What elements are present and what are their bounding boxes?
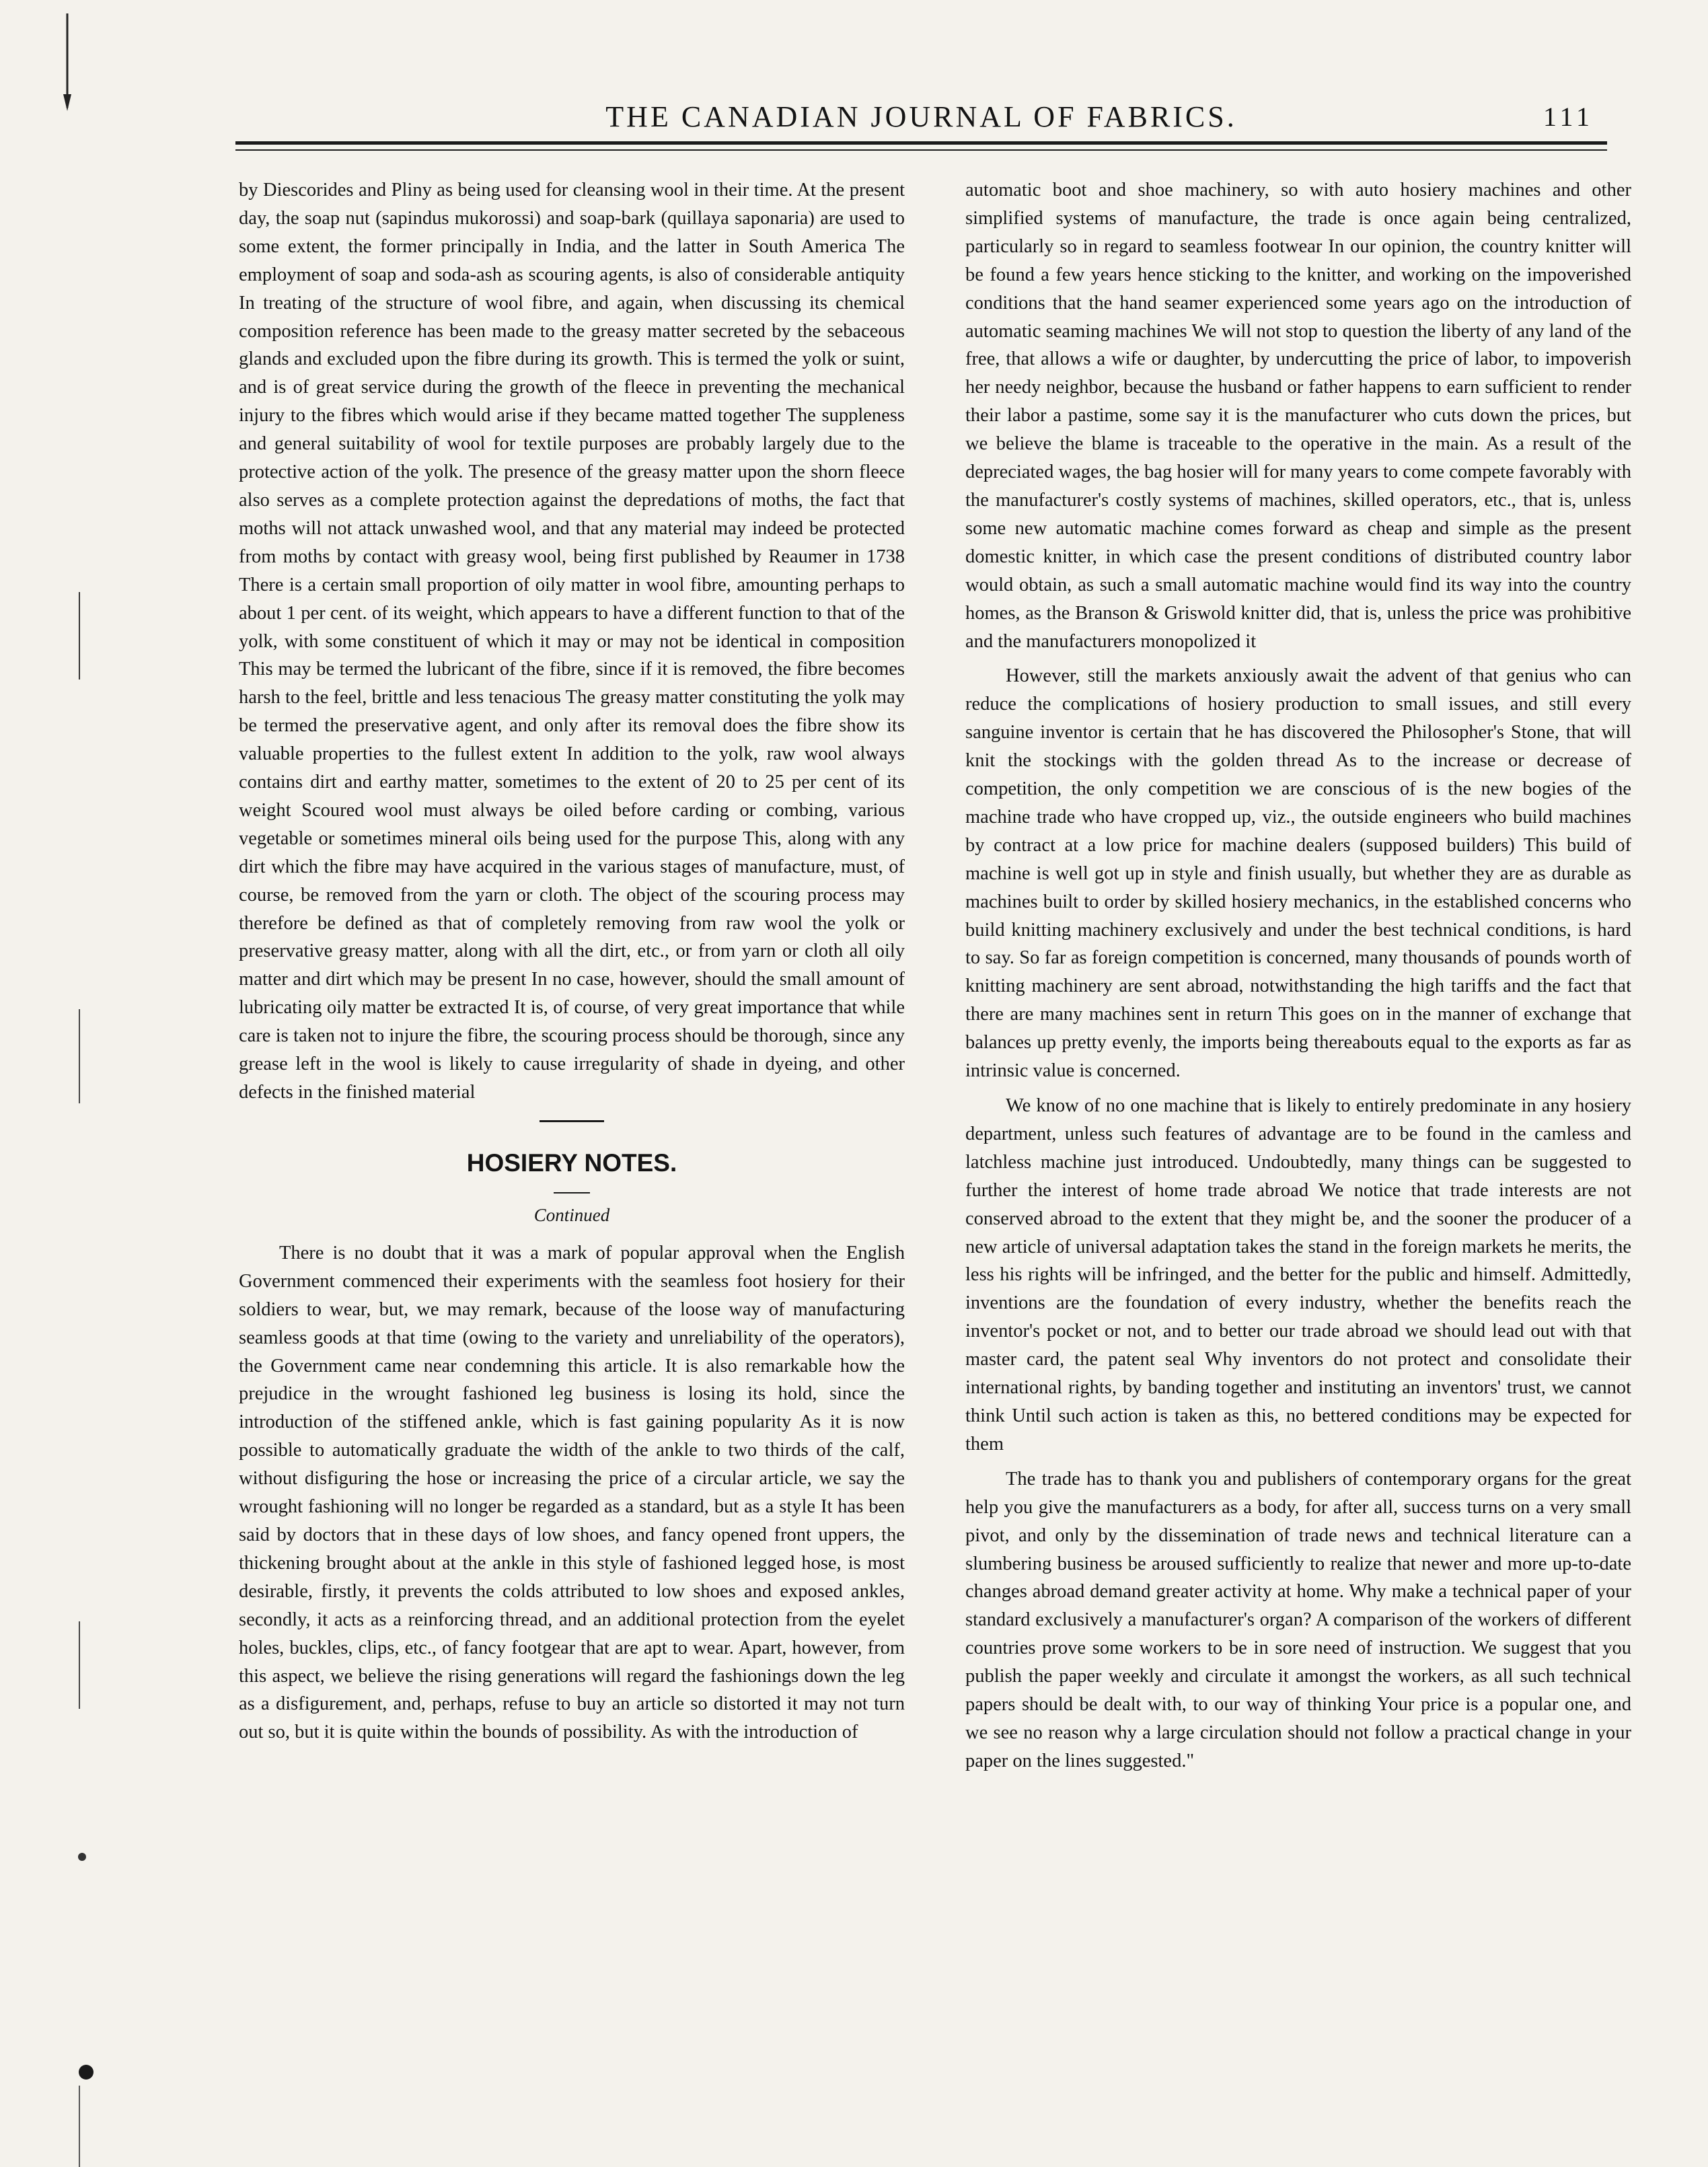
section-subheading: Continued [533,1204,610,1225]
left-column [239,176,905,1747]
page-number: 111 [1543,102,1594,132]
right-paragraph-4: The trade has to thank you and publishers of contemporary organs for the great help you give the manufacturers as a body, for after all, success turns on a very small pivot, and only by the dissemination of trade news and technical literature can a slumbering business be aroused sufficiently to realize that newer and more up-to-date changes abroad demand greater activity at home. Why make a technical paper of your standard exclusively a manufacturer's organ? A comparison of the workers of different countries prove some workers to be in sore need of instruction. We suggest that you publish the paper weekly and circulate it amongst the workers, as all such technical papers should be dealt with, to our way of thinking Your price is a popular one, and we see no reason why a large circulation should not follow a practical change in your paper on the lines suggested." [965,1468,1631,1771]
header-rule-thick [235,141,1607,145]
section-heading: HOSIERY NOTES. [466,1148,677,1177]
right-column [965,176,1631,1775]
page-header [235,94,1607,141]
header-rule-thin [235,149,1607,151]
journal-title: THE CANADIAN JOURNAL OF FABRICS. [605,100,1237,133]
right-paragraph-2: However, still the markets anxiously await the advent of that genius who can reduce the complications of hosiery production to small issues, and still every sanguine inventor is certain that he has discovered the Philosopher's Stone, that will knit the stockings with the golden thread As to the increase or decrease of competition, the only competition we are conscious of is the new bogies of the machine trade who have cropped up, viz., the outside engineers who build machines by contract at a low price for machine dealers (supposed builders) This build of machine is well got up in style and finish usually, but whether they are as durable as machines built to order by skilled hosiery mechanics, in the established concerns who build knitting machinery exclusively and under the best technical conditions, is hard to say. So far as foreign competition is concerned, many thousands of pounds worth of knitting machinery are sent abroad, notwithstanding the high tariffs and the fact that there are many machines sent in return This goes on in the manner of exchange that balances up pretty evenly, the imports being thereabouts equal to the exports as far as intrinsic value is concerned. [965,665,1631,1082]
hosiery-paragraph: There is no doubt that it was a mark of popular approval when the English Government commenced their experiments with the seamless foot hosiery for their soldiers to wear, but, we may remark, because of the loose way of manufacturing seamless goods at that time (owing to the variety and unreliability of the operators), the Government came near condemning this article. It is also remarkable how the prejudice in the wrought fashioned leg business is losing its hold, since the introduction of the stiffened ankle, which is fast gaining popularity As it is now possible to automatically graduate the width of the ankle to two thirds of the calf, without disfiguring the hose or increasing the price of a circular article, we say the wrought fashioning will no longer be regarded as a standard, but as a style It has been said by doctors that in these days of low shoes, and fancy opened front uppers, the thickening brought about at the ankle in this style of fashioned legged hose, is most desirable, firstly, it prevents the colds attributed to low shoes and exposed ankles, secondly, it acts as a reinforcing thread, and an additional protection from the eyelet holes, buckles, clips, etc., of fancy footgear that are apt to wear. Apart, however, from this aspect, we believe the rising generations will regard the fashionings down the leg as a disfigurement, and, perhaps, refuse to buy an article so distorted it may not turn out so, but it is quite within the bounds of possibility. As with the introduction of [239,1242,905,1743]
right-paragraph-1: automatic boot and shoe machinery, so with auto hosiery machines and other simplified systems of manufacture, the trade is once again being centralized, particularly so in regard to seamless footwear In our opinion, the country knitter will be found a few years hence sticking to the knitter, and working on the impoverished conditions that the hand seamer experienced some years ago on the introduction of automatic seaming machines We will not stop to question the liberty of any land of the free, that allows a wife or daughter, by undercutting the price of labor, to impoverish her needy neighbor, because the husband or father happens to earn sufficient to render their labor a pastime, some say it is the manufacturer who cuts down the prices, but we believe the blame is traceable to the operative in the main. As a result of the depreciated wages, the bag hosier will for many years to come compete favorably with the manufacturer's costly systems of machines, skilled operators, etc., that is, unless some new automatic machine comes forward as cheap and simple as the present domestic knitter, in which case the present conditions of distributed country labor would obtain, as such a small automatic machine would find its way into the country homes, as the Branson & Griswold knitter did, that is, unless the price was prohibitive and the manufacturers monopolized it [965,180,1631,652]
margin-scan-marks [0,0,135,2167]
heading-divider [554,1192,590,1193]
scouring-paragraph: by Diescorides and Pliny as being used for cleansing wool in their time. At the present day, the soap nut (sapindus mukorossi) and soap-bark (quillaya saponaria) are used to some extent, the former principally in India, and the latter in South America The employment of soap and soda-ash as scouring agents, is also of considerable antiquity In treating of the structure of wool fibre, and again, when discussing its chemical composition reference has been made to the greasy matter secreted by the sebaceous glands and excluded upon the fibre during its growth. This is termed the yolk or suint, and is of great service during the growth of the fleece in preventing the mechanical injury to the fibres which would arise if they became matted together The suppleness and general suitability of wool for textile purposes are probably largely due to the protective action of the yolk. The presence of the greasy matter upon the shorn fleece also serves as a complete protection against the depredations of moths, the fact that moths will not attack unwashed wool, and that any material may indeed be protected from moths by contact with greasy wool, being first published by Reaumer in 1738 There is a certain small proportion of oily matter in wool fibre, amounting perhaps to about 1 per cent. of its weight, which appears to have a different function to that of the yolk, with some constituent of which it may or may not be identical in composition This may be termed the lubricant of the fibre, since if it is removed, the fibre becomes harsh to the feel, brittle and less tenacious The greasy matter constituting the yolk may be termed the preservative agent, and only after its removal does the fibre show its valuable properties to the fullest extent In addition to the yolk, raw wool always contains dirt and earthy matter, sometimes to the extent of 20 to 25 per cent of its weight Scoured wool must always be oiled before carding or combing, various vegetable or sometimes mineral oils being used for the purpose This, along with any dirt which the fibre may have acquired in the various stages of manufacture, must, of course, be removed from the yarn or cloth. The object of the scouring process may therefore be defined as that of completely removing from raw wool the yolk or preservative greasy matter, along with all the dirt, etc., or from yarn or cloth all oily matter and dirt which may be present In no case, however, should the small amount of lubricating oily matter be extracted It is, of course, of very great importance that while care is taken not to injure the fibre, the scouring process should be thorough, since any grease left in the wool is likely to cause irregularity of shade in dyeing, and other defects in the finished material [239,180,905,1103]
section-divider [540,1120,604,1122]
right-paragraph-3: We know of no one machine that is likely to entirely predominate in any hosiery department, unless such features of advantage are to be found in the camless and latchless machine just introduced. Undoubtedly, many things can be suggested to further the interest of home trade abroad We notice that trade interests are not conserved abroad to the extent that they might be, and the sooner the producer of a new article of universal adaptation takes the stand in the foreign markets he merits, the less his rights will be infringed, and the better for the public and himself. Admittedly, inventions are the foundation of every industry, whether the benefits reach the inventor's pocket or not, and to better our trade abroad we should lead out with that master card, the patent seal Why inventors do not protect and consolidate their international rights, by banding together and instituting an inventors' trust, we cannot think Until such action is taken as this, no bettered conditions may be expected for them [965,1095,1631,1455]
